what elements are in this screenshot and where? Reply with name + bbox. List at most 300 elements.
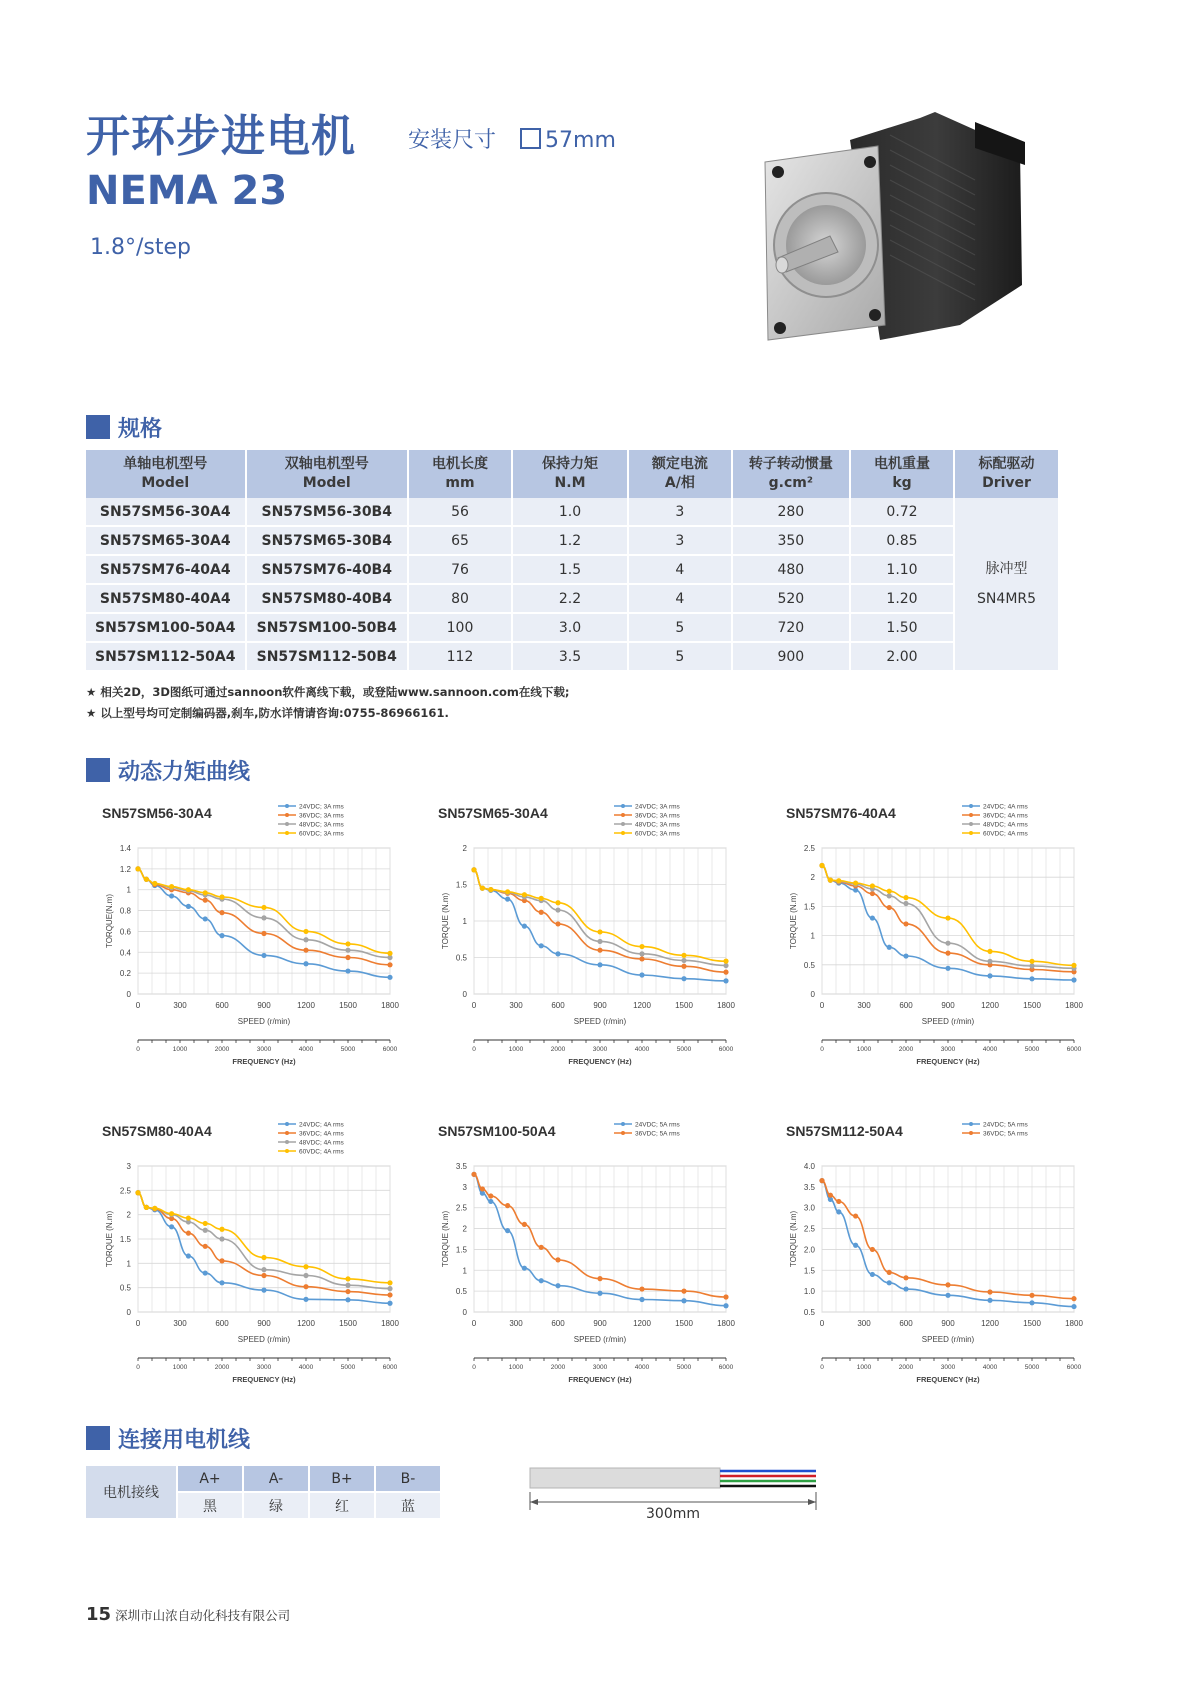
weight-cell: 2.00 bbox=[850, 642, 954, 671]
x-tick-label: 600 bbox=[899, 1319, 913, 1328]
data-point bbox=[505, 897, 510, 902]
weight-cell: 0.72 bbox=[850, 498, 954, 526]
y-tick-label: 1.0 bbox=[803, 1287, 815, 1297]
wiring-table bbox=[86, 1466, 442, 1520]
y-axis-label: TORQUE (N.m) bbox=[441, 1210, 450, 1268]
data-point bbox=[539, 1245, 544, 1250]
freq-axis-label: FREQUENCY (Hz) bbox=[916, 1375, 980, 1384]
data-point bbox=[261, 1273, 266, 1278]
legend-marker bbox=[285, 1131, 289, 1135]
x-tick-label: 300 bbox=[857, 1001, 871, 1010]
col-header: 转子转动惯量 g.cm² bbox=[732, 450, 850, 498]
data-point bbox=[303, 1284, 308, 1289]
data-point bbox=[639, 972, 644, 977]
legend-label: 48VDC; 3A rms bbox=[635, 821, 680, 829]
data-point bbox=[219, 910, 224, 915]
data-point bbox=[345, 1297, 350, 1302]
freq-tick-label: 0 bbox=[820, 1364, 824, 1371]
freq-tick-label: 0 bbox=[820, 1046, 824, 1053]
data-point bbox=[1029, 1300, 1034, 1305]
data-point bbox=[870, 883, 875, 888]
x-tick-label: 0 bbox=[135, 1319, 141, 1328]
x-tick-label: 600 bbox=[899, 1001, 913, 1010]
y-tick-label: 0 bbox=[126, 1308, 131, 1317]
y-tick-label: 1.5 bbox=[455, 880, 467, 890]
data-point bbox=[539, 896, 544, 901]
legend-label: 48VDC; 3A rms bbox=[299, 821, 344, 829]
x-tick-label: 300 bbox=[857, 1319, 871, 1328]
x-tick-label: 0 bbox=[819, 1319, 825, 1328]
data-point bbox=[219, 933, 224, 938]
data-point bbox=[522, 1266, 527, 1271]
freq-tick-label: 4000 bbox=[634, 1364, 650, 1371]
chart-svg bbox=[428, 1118, 738, 1408]
data-point bbox=[945, 951, 950, 956]
data-point bbox=[480, 886, 485, 891]
chart-title: SN57SM100-50A4 bbox=[438, 1123, 556, 1139]
x-tick-label: 900 bbox=[593, 1001, 607, 1010]
weight-cell: 1.20 bbox=[850, 584, 954, 613]
freq-axis-label: FREQUENCY (Hz) bbox=[232, 1057, 296, 1066]
x-tick-label: 1200 bbox=[297, 1319, 315, 1328]
y-tick-label: 0.5 bbox=[455, 1287, 467, 1297]
freq-tick-label: 2000 bbox=[898, 1046, 914, 1053]
x-tick-label: 0 bbox=[819, 1001, 825, 1010]
freq-tick-label: 1000 bbox=[508, 1364, 524, 1371]
y-axis-label: TORQUE (N.m) bbox=[105, 1210, 114, 1268]
y-tick-label: 0 bbox=[462, 1308, 467, 1317]
model-single: SN57SM76-40A4 bbox=[86, 555, 246, 584]
data-point bbox=[828, 1193, 833, 1198]
data-point bbox=[169, 1224, 174, 1229]
data-point bbox=[597, 948, 602, 953]
y-tick-label: 1.2 bbox=[119, 864, 131, 874]
freq-tick-label: 5000 bbox=[676, 1364, 692, 1371]
wire-color: 红 bbox=[309, 1492, 375, 1519]
data-point bbox=[261, 953, 266, 958]
data-point bbox=[853, 1213, 858, 1218]
y-tick-label: 3 bbox=[462, 1182, 467, 1192]
data-point bbox=[597, 939, 602, 944]
data-point bbox=[903, 953, 908, 958]
legend-label: 36VDC; 3A rms bbox=[635, 812, 680, 820]
freq-tick-label: 5000 bbox=[676, 1046, 692, 1053]
dim-arrow-right bbox=[808, 1499, 816, 1505]
length-cell: 112 bbox=[408, 642, 512, 671]
y-tick-label: 0.5 bbox=[455, 953, 467, 963]
data-point bbox=[203, 1221, 208, 1226]
y-axis-label: TORQUE (N.m) bbox=[441, 892, 450, 950]
y-axis-label: TORQUE (N.m) bbox=[789, 1210, 798, 1268]
freq-tick-label: 2000 bbox=[214, 1364, 230, 1371]
data-point bbox=[903, 901, 908, 906]
data-point bbox=[836, 1199, 841, 1204]
data-point bbox=[303, 1273, 308, 1278]
model-single: SN57SM80-40A4 bbox=[86, 584, 246, 613]
data-point bbox=[555, 900, 560, 905]
freq-tick-label: 0 bbox=[472, 1364, 476, 1371]
weight-cell: 1.10 bbox=[850, 555, 954, 584]
y-tick-label: 3.0 bbox=[803, 1203, 815, 1213]
data-point bbox=[345, 968, 350, 973]
data-point bbox=[186, 887, 191, 892]
y-tick-label: 2.0 bbox=[803, 1245, 815, 1255]
data-point bbox=[870, 915, 875, 920]
data-point bbox=[853, 1243, 858, 1248]
data-point bbox=[539, 943, 544, 948]
data-point bbox=[387, 1292, 392, 1297]
data-point bbox=[186, 1253, 191, 1258]
legend-marker bbox=[285, 1122, 289, 1126]
data-point bbox=[1029, 959, 1034, 964]
y-tick-label: 0.4 bbox=[119, 948, 131, 958]
current-cell: 3 bbox=[628, 498, 732, 526]
section-torque bbox=[86, 756, 250, 784]
data-point bbox=[597, 929, 602, 934]
data-point bbox=[597, 962, 602, 967]
chart-title: SN57SM76-40A4 bbox=[786, 805, 896, 821]
y-tick-label: 4.0 bbox=[803, 1162, 815, 1171]
freq-tick-label: 4000 bbox=[634, 1046, 650, 1053]
legend-label: 36VDC; 4A rms bbox=[983, 812, 1028, 820]
section-wiring-title: 连接用电机线 bbox=[118, 1427, 251, 1453]
freq-axis-label: FREQUENCY (Hz) bbox=[568, 1057, 632, 1066]
data-point bbox=[870, 891, 875, 896]
model-double: SN57SM100-50B4 bbox=[246, 613, 408, 642]
data-point bbox=[945, 1282, 950, 1287]
x-tick-label: 300 bbox=[173, 1319, 187, 1328]
data-point bbox=[870, 1272, 875, 1277]
col-header: 标配驱动 Driver bbox=[954, 450, 1059, 498]
data-point bbox=[203, 1228, 208, 1233]
torque-cell: 1.2 bbox=[512, 526, 628, 555]
nema-size: NEMA 23 bbox=[86, 168, 288, 214]
data-point bbox=[488, 887, 493, 892]
data-point bbox=[203, 890, 208, 895]
cable-length: 300mm bbox=[646, 1506, 700, 1522]
data-point bbox=[505, 889, 510, 894]
x-tick-label: 300 bbox=[173, 1001, 187, 1010]
pin-label: A+ bbox=[177, 1466, 243, 1492]
data-point bbox=[144, 1205, 149, 1210]
data-point bbox=[1029, 963, 1034, 968]
model-single: SN57SM112-50A4 bbox=[86, 642, 246, 671]
footer bbox=[86, 1604, 290, 1625]
data-point bbox=[681, 958, 686, 963]
legend-label: 48VDC; 4A rms bbox=[983, 821, 1028, 829]
data-point bbox=[169, 884, 174, 889]
torque-chart bbox=[92, 800, 402, 1090]
data-point bbox=[828, 878, 833, 883]
pin-label: B+ bbox=[309, 1466, 375, 1492]
legend-label: 60VDC; 3A rms bbox=[635, 830, 680, 838]
freq-tick-label: 3000 bbox=[256, 1364, 272, 1371]
model-single: SN57SM100-50A4 bbox=[86, 613, 246, 642]
legend-label: 24VDC; 3A rms bbox=[635, 803, 680, 811]
current-cell: 4 bbox=[628, 555, 732, 584]
data-point bbox=[387, 962, 392, 967]
x-tick-label: 300 bbox=[509, 1001, 523, 1010]
current-cell: 4 bbox=[628, 584, 732, 613]
data-point bbox=[639, 944, 644, 949]
company-name: 深圳市山浓自动化科技有限公司 bbox=[115, 1608, 291, 1623]
cable-sheath bbox=[530, 1468, 720, 1488]
install-label: 安装尺寸 bbox=[408, 128, 497, 153]
y-tick-label: 3.5 bbox=[455, 1162, 467, 1171]
x-tick-label: 600 bbox=[551, 1319, 565, 1328]
y-tick-label: 0.2 bbox=[119, 969, 131, 979]
inertia-cell: 900 bbox=[732, 642, 850, 671]
data-point bbox=[903, 1286, 908, 1291]
x-axis-label: SPEED (r/min) bbox=[237, 1335, 291, 1344]
data-point bbox=[639, 1297, 644, 1302]
data-point bbox=[488, 1199, 493, 1204]
data-point bbox=[597, 1276, 602, 1281]
data-point bbox=[345, 955, 350, 960]
data-point bbox=[723, 1294, 728, 1299]
x-tick-label: 900 bbox=[941, 1319, 955, 1328]
freq-tick-label: 3000 bbox=[940, 1364, 956, 1371]
legend-label: 36VDC; 3A rms bbox=[299, 812, 344, 820]
legend-marker bbox=[969, 1131, 973, 1135]
data-point bbox=[345, 948, 350, 953]
data-point bbox=[681, 1298, 686, 1303]
page-title: 开环步进电机 bbox=[86, 111, 356, 162]
data-point bbox=[387, 1301, 392, 1306]
y-tick-label: 2 bbox=[810, 873, 815, 883]
y-tick-label: 1.5 bbox=[119, 1235, 131, 1244]
freq-axis-label: FREQUENCY (Hz) bbox=[916, 1057, 980, 1066]
freq-tick-label: 3000 bbox=[940, 1046, 956, 1053]
pin-label: A- bbox=[243, 1466, 309, 1492]
x-tick-label: 1200 bbox=[981, 1319, 999, 1328]
data-point bbox=[945, 966, 950, 971]
x-tick-label: 600 bbox=[215, 1319, 229, 1328]
x-axis-label: SPEED (r/min) bbox=[921, 1335, 975, 1344]
current-cell: 5 bbox=[628, 613, 732, 642]
data-point bbox=[639, 1286, 644, 1291]
data-point bbox=[987, 1289, 992, 1294]
freq-tick-label: 1000 bbox=[172, 1364, 188, 1371]
data-point bbox=[152, 881, 157, 886]
install-size bbox=[408, 123, 616, 154]
col-header: 保持力矩 N.M bbox=[512, 450, 628, 498]
freq-tick-label: 2000 bbox=[898, 1364, 914, 1371]
data-point bbox=[219, 1258, 224, 1263]
col-header: 额定电流 A/相 bbox=[628, 450, 732, 498]
legend-marker bbox=[285, 813, 289, 817]
legend-label: 48VDC; 4A rms bbox=[299, 1139, 344, 1147]
data-point bbox=[144, 877, 149, 882]
data-point bbox=[539, 910, 544, 915]
table-row bbox=[86, 613, 1059, 642]
torque-cell: 2.2 bbox=[512, 584, 628, 613]
freq-tick-label: 4000 bbox=[982, 1046, 998, 1053]
y-tick-label: 1 bbox=[462, 917, 467, 926]
data-point bbox=[522, 1222, 527, 1227]
col-header: 双轴电机型号 Model bbox=[246, 450, 408, 498]
x-tick-label: 1800 bbox=[717, 1319, 735, 1328]
y-tick-label: 2.5 bbox=[119, 1186, 131, 1196]
x-tick-label: 1500 bbox=[675, 1319, 693, 1328]
y-tick-label: 2.5 bbox=[803, 1224, 815, 1234]
length-cell: 65 bbox=[408, 526, 512, 555]
chart-svg bbox=[776, 1118, 1086, 1408]
table-row bbox=[86, 526, 1059, 555]
y-axis-label: TORQUE(N.m) bbox=[105, 893, 114, 949]
page-number: 15 bbox=[86, 1604, 112, 1625]
data-point bbox=[987, 1298, 992, 1303]
legend-label: 24VDC; 3A rms bbox=[299, 803, 344, 811]
data-point bbox=[681, 1289, 686, 1294]
legend-label: 36VDC; 5A rms bbox=[983, 1130, 1028, 1138]
y-tick-label: 2.5 bbox=[803, 844, 815, 853]
data-point bbox=[505, 1203, 510, 1208]
data-point bbox=[887, 1280, 892, 1285]
data-point bbox=[169, 893, 174, 898]
data-point bbox=[219, 894, 224, 899]
data-point bbox=[203, 1270, 208, 1275]
freq-tick-label: 6000 bbox=[1066, 1364, 1082, 1371]
freq-tick-label: 6000 bbox=[382, 1046, 398, 1053]
section-torque-title: 动态力矩曲线 bbox=[118, 759, 251, 785]
data-point bbox=[219, 1227, 224, 1232]
data-point bbox=[345, 1276, 350, 1281]
model-double: SN57SM76-40B4 bbox=[246, 555, 408, 584]
wiring-label: 电机接线 bbox=[86, 1466, 177, 1519]
x-axis-label: SPEED (r/min) bbox=[573, 1017, 627, 1026]
torque-cell: 3.5 bbox=[512, 642, 628, 671]
data-point bbox=[887, 889, 892, 894]
data-point bbox=[555, 1257, 560, 1262]
y-tick-label: 1.5 bbox=[803, 902, 815, 912]
data-point bbox=[345, 941, 350, 946]
data-point bbox=[387, 951, 392, 956]
data-point bbox=[539, 1278, 544, 1283]
y-tick-label: 0 bbox=[810, 990, 815, 999]
freq-tick-label: 1000 bbox=[856, 1046, 872, 1053]
freq-tick-label: 2000 bbox=[550, 1364, 566, 1371]
model-double: SN57SM56-30B4 bbox=[246, 498, 408, 526]
y-tick-label: 1 bbox=[810, 931, 815, 941]
model-double: SN57SM65-30B4 bbox=[246, 526, 408, 555]
length-cell: 80 bbox=[408, 584, 512, 613]
data-point bbox=[471, 1172, 476, 1177]
data-point bbox=[261, 1288, 266, 1293]
freq-tick-label: 1000 bbox=[508, 1046, 524, 1053]
torque-chart bbox=[776, 800, 1086, 1090]
inertia-cell: 480 bbox=[732, 555, 850, 584]
x-tick-label: 1500 bbox=[1023, 1001, 1041, 1010]
x-tick-label: 300 bbox=[509, 1319, 523, 1328]
data-point bbox=[723, 970, 728, 975]
data-point bbox=[186, 1215, 191, 1220]
model-single: SN57SM56-30A4 bbox=[86, 498, 246, 526]
y-tick-label: 1.4 bbox=[119, 844, 131, 853]
chart-title: SN57SM56-30A4 bbox=[102, 805, 212, 821]
x-tick-label: 1800 bbox=[717, 1001, 735, 1010]
legend-marker bbox=[969, 822, 973, 826]
data-point bbox=[639, 956, 644, 961]
y-tick-label: 2 bbox=[462, 844, 467, 853]
dim-arrow-left bbox=[530, 1499, 538, 1505]
table-row bbox=[86, 584, 1059, 613]
legend-marker bbox=[621, 804, 625, 808]
data-point bbox=[836, 1209, 841, 1214]
data-point bbox=[1071, 1304, 1076, 1309]
data-point bbox=[135, 1190, 140, 1195]
note-custom: ★ 以上型号均可定制编码器,刹车,防水详情请咨询:0755-86966161. bbox=[86, 706, 449, 720]
section-marker bbox=[86, 1426, 110, 1450]
data-point bbox=[505, 1228, 510, 1233]
y-tick-label: 0.5 bbox=[803, 960, 815, 970]
freq-tick-label: 4000 bbox=[298, 1046, 314, 1053]
data-point bbox=[945, 915, 950, 920]
legend-label: 24VDC; 4A rms bbox=[983, 803, 1028, 811]
inertia-cell: 350 bbox=[732, 526, 850, 555]
data-point bbox=[522, 924, 527, 929]
stepper-motor-image bbox=[760, 110, 1030, 360]
data-point bbox=[152, 1206, 157, 1211]
data-point bbox=[723, 959, 728, 964]
x-tick-label: 0 bbox=[135, 1001, 141, 1010]
weight-cell: 1.50 bbox=[850, 613, 954, 642]
legend-marker bbox=[621, 831, 625, 835]
data-point bbox=[903, 921, 908, 926]
torque-chart bbox=[428, 800, 738, 1090]
data-point bbox=[681, 976, 686, 981]
legend-label: 24VDC; 5A rms bbox=[635, 1121, 680, 1129]
freq-tick-label: 0 bbox=[472, 1046, 476, 1053]
chart-svg bbox=[776, 800, 1086, 1090]
data-point bbox=[681, 964, 686, 969]
data-point bbox=[219, 1236, 224, 1241]
data-point bbox=[261, 905, 266, 910]
inertia-cell: 280 bbox=[732, 498, 850, 526]
data-point bbox=[345, 1283, 350, 1288]
data-point bbox=[887, 893, 892, 898]
data-point bbox=[819, 1178, 824, 1183]
current-cell: 3 bbox=[628, 526, 732, 555]
legend-label: 24VDC; 5A rms bbox=[983, 1121, 1028, 1129]
data-point bbox=[261, 1255, 266, 1260]
legend-label: 24VDC; 4A rms bbox=[299, 1121, 344, 1129]
data-point bbox=[186, 904, 191, 909]
data-point bbox=[203, 1244, 208, 1249]
freq-tick-label: 6000 bbox=[382, 1364, 398, 1371]
data-point bbox=[819, 863, 824, 868]
data-point bbox=[681, 953, 686, 958]
y-tick-label: 3 bbox=[126, 1162, 131, 1171]
col-header: 电机重量 kg bbox=[850, 450, 954, 498]
section-spec bbox=[86, 413, 162, 441]
spec-table bbox=[86, 450, 1060, 672]
table-row bbox=[86, 555, 1059, 584]
data-point bbox=[1029, 976, 1034, 981]
data-point bbox=[1071, 1296, 1076, 1301]
data-point bbox=[903, 895, 908, 900]
legend-label: 36VDC; 4A rms bbox=[299, 1130, 344, 1138]
model-double: SN57SM112-50B4 bbox=[246, 642, 408, 671]
section-marker bbox=[86, 758, 110, 782]
data-point bbox=[261, 931, 266, 936]
legend-marker bbox=[621, 1122, 625, 1126]
data-point bbox=[135, 866, 140, 871]
x-tick-label: 0 bbox=[471, 1001, 477, 1010]
data-point bbox=[555, 907, 560, 912]
y-tick-label: 2.5 bbox=[455, 1203, 467, 1213]
inertia-cell: 520 bbox=[732, 584, 850, 613]
